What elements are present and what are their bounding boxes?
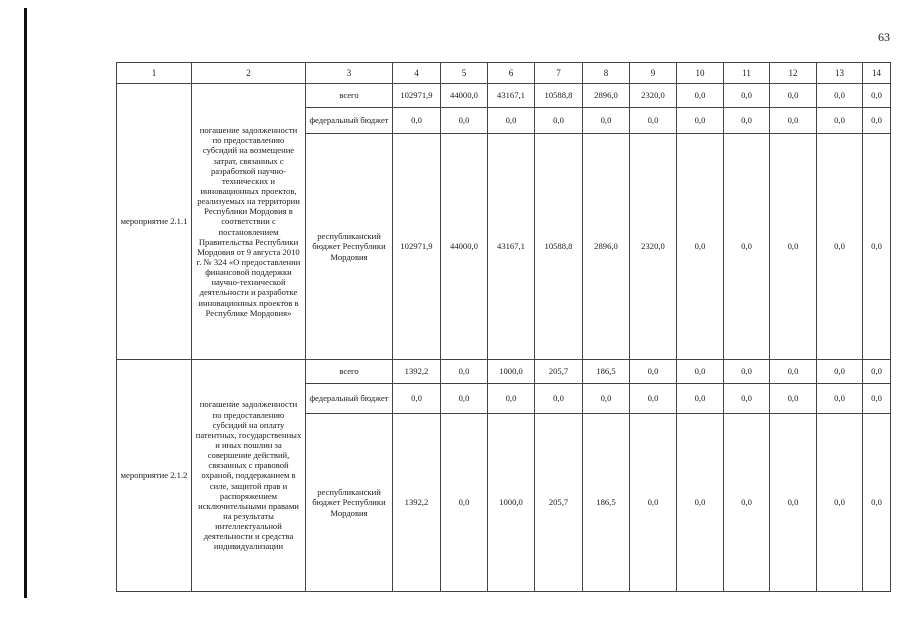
source-cell: федеральный бюджет: [306, 384, 393, 414]
header-cell: 2: [192, 63, 306, 84]
value-cell: 0,0: [770, 360, 817, 384]
header-cell: 12: [770, 63, 817, 84]
value-cell: 0,0: [863, 384, 891, 414]
value-cell: 186,5: [583, 360, 630, 384]
header-cell: 6: [488, 63, 535, 84]
description-cell: погашение задолженности по предоставлению субсидий на оплату патентных, государственных и иных пошлин за совершение действий, связанных с правовой охраной, поддержанием в силе, защитой прав и распоряжением исключительными правами на результаты интеллектуальной деятельности и средства индивидуализации: [192, 360, 306, 592]
value-cell: 0,0: [630, 108, 677, 134]
header-cell: 7: [535, 63, 583, 84]
value-cell: 43167,1: [488, 84, 535, 108]
value-cell: 0,0: [393, 108, 441, 134]
value-cell: 0,0: [724, 108, 770, 134]
value-cell: 0,0: [488, 108, 535, 134]
value-cell: 0,0: [630, 360, 677, 384]
left-margin-bar: [24, 8, 27, 598]
value-cell: 205,7: [535, 360, 583, 384]
header-cell: 4: [393, 63, 441, 84]
value-cell: 1392,2: [393, 360, 441, 384]
value-cell: 2320,0: [630, 134, 677, 360]
value-cell: 0,0: [770, 134, 817, 360]
value-cell: 0,0: [770, 414, 817, 592]
value-cell: 0,0: [863, 134, 891, 360]
value-cell: 2320,0: [630, 84, 677, 108]
header-cell: 13: [817, 63, 863, 84]
value-cell: 10588,8: [535, 134, 583, 360]
value-cell: 0,0: [724, 134, 770, 360]
value-cell: 0,0: [535, 384, 583, 414]
description-cell: погашение задолженности по предоставлению субсидий на возмещение затрат, связанных с разработкой научно-технических и инновационных проектов, реализуемых на территории Республики Мордовия в соответствии с постановлением Правительства Республики Мордовия от 9 августа 2010 г. № 324 «О предоставлении финансовой поддержки научно-технической деятельности и разработке инновационных проектов в Республике Мордовия»: [192, 84, 306, 360]
value-cell: 0,0: [770, 84, 817, 108]
value-cell: 0,0: [441, 108, 488, 134]
value-cell: 0,0: [817, 360, 863, 384]
activity-cell: мероприятие 2.1.2: [117, 360, 192, 592]
source-cell: всего: [306, 84, 393, 108]
value-cell: 2896,0: [583, 84, 630, 108]
value-cell: 0,0: [724, 84, 770, 108]
value-cell: 0,0: [441, 384, 488, 414]
value-cell: 0,0: [677, 108, 724, 134]
value-cell: 0,0: [863, 414, 891, 592]
value-cell: 0,0: [677, 414, 724, 592]
value-cell: 0,0: [863, 360, 891, 384]
value-cell: 1392,2: [393, 414, 441, 592]
page-number: 63: [878, 30, 890, 44]
value-cell: 0,0: [488, 384, 535, 414]
value-cell: 0,0: [677, 84, 724, 108]
value-cell: 1000,0: [488, 360, 535, 384]
value-cell: 44000,0: [441, 134, 488, 360]
value-cell: 0,0: [817, 134, 863, 360]
value-cell: 0,0: [441, 414, 488, 592]
header-cell: 8: [583, 63, 630, 84]
header-cell: 3: [306, 63, 393, 84]
header-cell: 5: [441, 63, 488, 84]
source-cell: федеральный бюджет: [306, 108, 393, 134]
value-cell: 43167,1: [488, 134, 535, 360]
value-cell: 0,0: [630, 414, 677, 592]
value-cell: 0,0: [817, 384, 863, 414]
value-cell: 0,0: [863, 108, 891, 134]
value-cell: 0,0: [770, 384, 817, 414]
value-cell: 0,0: [393, 384, 441, 414]
table-row: [117, 84, 891, 108]
header-cell: 9: [630, 63, 677, 84]
header-row: [117, 63, 891, 84]
value-cell: 0,0: [863, 84, 891, 108]
table-row: [117, 360, 891, 384]
activity-cell: мероприятие 2.1.1: [117, 84, 192, 360]
value-cell: 1000,0: [488, 414, 535, 592]
value-cell: 186,5: [583, 414, 630, 592]
value-cell: 0,0: [583, 384, 630, 414]
value-cell: 0,0: [770, 108, 817, 134]
value-cell: 0,0: [817, 84, 863, 108]
value-cell: 2896,0: [583, 134, 630, 360]
value-cell: 0,0: [677, 360, 724, 384]
value-cell: 0,0: [724, 360, 770, 384]
value-cell: 10588,8: [535, 84, 583, 108]
source-cell: республиканский бюджет Республики Мордовия: [306, 134, 393, 360]
value-cell: 0,0: [817, 108, 863, 134]
value-cell: 205,7: [535, 414, 583, 592]
header-cell: 11: [724, 63, 770, 84]
value-cell: 0,0: [535, 108, 583, 134]
source-cell: всего: [306, 360, 393, 384]
source-cell: республиканский бюджет Республики Мордовия: [306, 414, 393, 592]
value-cell: 0,0: [817, 414, 863, 592]
value-cell: 0,0: [630, 384, 677, 414]
value-cell: 0,0: [724, 414, 770, 592]
value-cell: 0,0: [724, 384, 770, 414]
header-cell: 14: [863, 63, 891, 84]
value-cell: 102971,9: [393, 134, 441, 360]
budget-table: [116, 62, 891, 592]
value-cell: 0,0: [441, 360, 488, 384]
value-cell: 0,0: [677, 134, 724, 360]
value-cell: 0,0: [583, 108, 630, 134]
header-cell: 1: [117, 63, 192, 84]
header-cell: 10: [677, 63, 724, 84]
value-cell: 0,0: [677, 384, 724, 414]
value-cell: 44000,0: [441, 84, 488, 108]
value-cell: 102971,9: [393, 84, 441, 108]
